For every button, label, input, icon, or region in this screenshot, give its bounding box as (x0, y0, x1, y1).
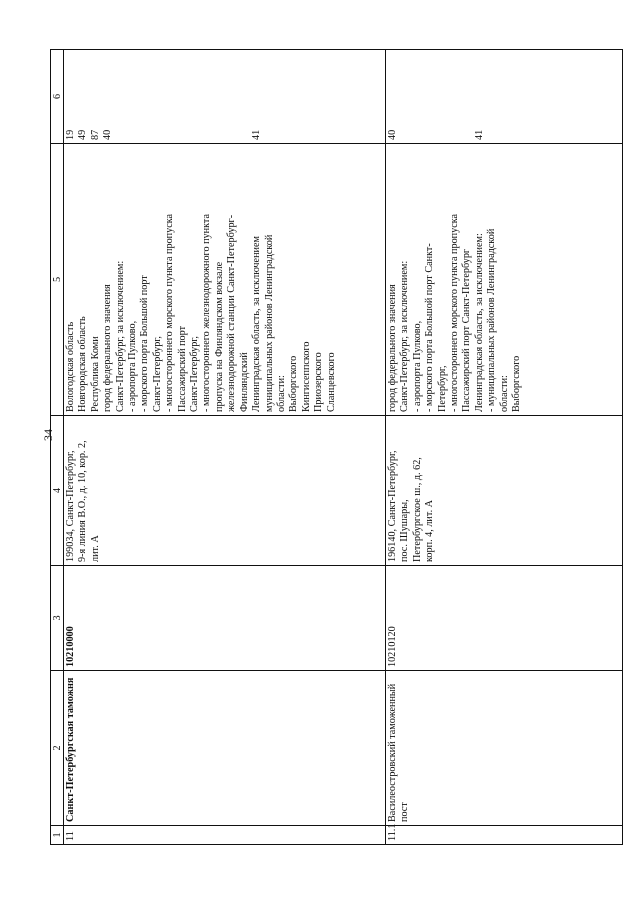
region-code (226, 53, 238, 140)
customs-code: 10210120 (386, 566, 623, 671)
region-line: Новгородская область (77, 316, 89, 412)
region-line: Пассажирский порт Санкт-Петербург (461, 248, 473, 412)
region-line: Вологодская область (65, 321, 76, 412)
region-code (214, 53, 226, 140)
region-code (424, 53, 436, 140)
region-code: 40 (387, 129, 398, 140)
region-line: Республика Коми (89, 336, 101, 412)
region-code: 40 (102, 129, 114, 140)
address-line: пос. Шушары, (399, 499, 411, 562)
customs-table (50, 49, 623, 845)
address-line: 199034, Санкт-Петербург, (65, 450, 76, 562)
regions-cell (64, 144, 386, 416)
customs-name: Санкт-Петербургская таможня (64, 671, 386, 826)
region-code: 41 (473, 129, 485, 140)
row-number: 11 (64, 826, 386, 845)
region-line: Санкт-Петербург, (151, 336, 163, 412)
header-cell-3: 3 (51, 566, 64, 671)
region-code (177, 53, 189, 140)
rotated-table-page (50, 50, 622, 845)
region-line: - морского порта Большой порт (139, 275, 151, 412)
region-code (449, 53, 461, 140)
customs-code: 10210000 (64, 566, 386, 671)
row-number: 11.1 (386, 826, 623, 845)
region-code (412, 53, 424, 140)
address-line: 196140, Санкт-Петербург, (387, 450, 398, 562)
address (64, 416, 386, 566)
region-code (239, 53, 251, 140)
region-line: Финляндский (238, 352, 250, 412)
table-row (64, 50, 386, 845)
region-line: - многостороннего железнодорожного пункта (201, 213, 213, 412)
region-code (189, 53, 201, 140)
region-code: 87 (89, 129, 101, 140)
region-line: Ленинградская область, за исключением: (473, 233, 485, 412)
region-line: - аэропорта Пулково, (411, 320, 423, 412)
table-row (386, 50, 623, 845)
regions-cell (386, 144, 623, 416)
header-row (51, 50, 64, 845)
region-line: области: (275, 375, 287, 412)
address-line: 9-я линия В.О., д. 10, кор. 2, (77, 440, 89, 562)
region-code (201, 53, 213, 140)
region-code (164, 53, 176, 140)
region-line: город федерального значения (102, 284, 114, 412)
region-line: Кингисеппского (300, 341, 312, 412)
region-code: 19 (65, 129, 76, 140)
address-line: корп. 4, лит. А (424, 499, 436, 562)
region-line: - аэропорта Пулково, (127, 320, 139, 412)
region-line: - многостороннего морского пункта пропуска (164, 213, 176, 412)
region-line: - муниципальных районов Ленинградской (486, 228, 498, 412)
region-code (399, 53, 411, 140)
region-code (437, 53, 449, 140)
region-line: Сланцевского (325, 352, 337, 412)
page-number: 34 (41, 429, 55, 441)
region-code (127, 53, 139, 140)
region-code (139, 53, 151, 140)
region-line: Ленинградская область, за исключением (251, 236, 263, 412)
codes-cell (64, 50, 386, 144)
region-line: Выборгского (288, 355, 300, 412)
header-cell-2: 2 (51, 671, 64, 826)
region-line: Приозерского (313, 352, 325, 412)
region-line: - многостороннего морского пункта пропуска (449, 213, 461, 412)
address-line: лит. А (89, 535, 101, 562)
address-line: Петербургское ш., д. 62, (411, 457, 423, 562)
address (386, 416, 623, 566)
region-line: Санкт-Петербург, за исключением: (399, 260, 411, 412)
region-line: муниципальных районов Ленинградской (263, 234, 275, 412)
region-line: железнодорожной станции Санкт-Петербург- (226, 214, 238, 412)
region-line: Выборгского (511, 355, 523, 412)
header-cell-5: 5 (51, 144, 64, 416)
region-code (152, 53, 164, 140)
region-line: Санкт-Петербург, (189, 336, 201, 412)
codes-cell (386, 50, 623, 144)
region-code: 41 (251, 129, 263, 140)
header-cell-4: 4 (51, 416, 64, 566)
region-line: области: (498, 375, 510, 412)
region-line: Пассажирский порт (176, 325, 188, 412)
region-code (461, 53, 473, 140)
customs-post-name: Василеостровский таможенный пост (386, 671, 623, 826)
header-cell-6: 6 (51, 50, 64, 144)
region-line: - морского порта Большой порт Санкт- (424, 243, 436, 412)
region-line: пропуска на Финляндском вокзале (213, 261, 225, 412)
region-line: Санкт-Петербург, за исключением: (114, 260, 126, 412)
region-line: город федерального значения (387, 284, 398, 412)
region-code (115, 53, 127, 140)
region-line: Петербург, (436, 365, 448, 412)
region-code: 49 (77, 129, 89, 140)
header-cell-1: 1 (51, 826, 64, 845)
